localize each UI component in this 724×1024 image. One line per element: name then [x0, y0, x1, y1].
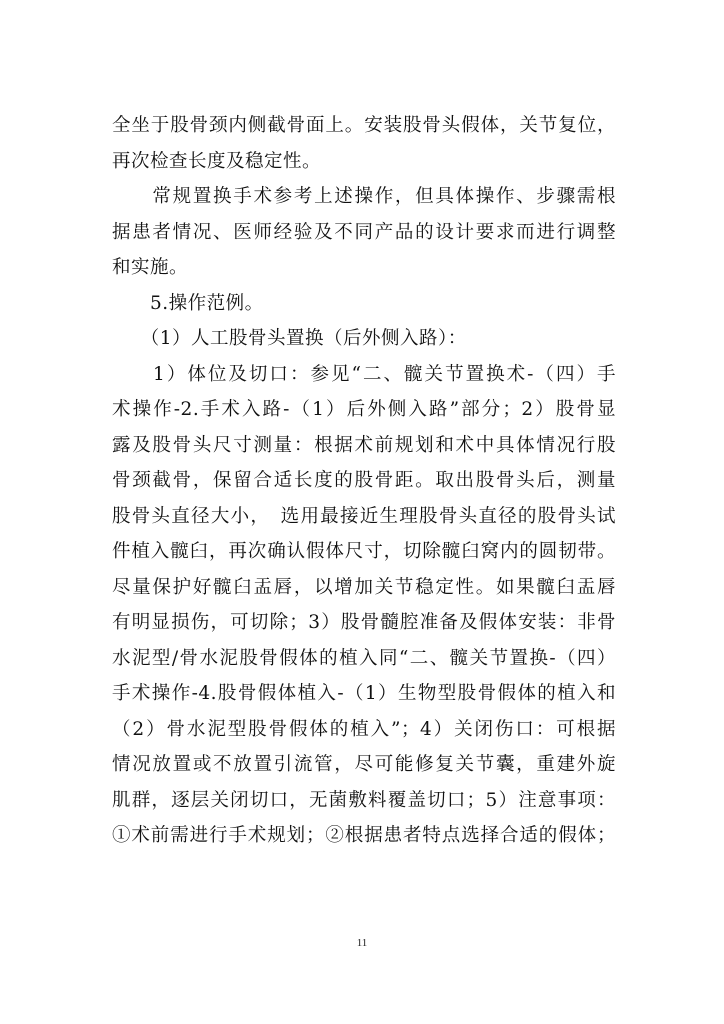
text-line: 情况放置或不放置引流管，尽可能修复关节囊，重建外旋	[112, 754, 616, 775]
text-line: 1）体位及切口：参见“二、髋关节置换术-（四）手	[112, 363, 616, 385]
text-line: 水泥型/骨水泥股骨假体的植入同“二、髋关节置换-（四）	[112, 647, 616, 669]
text-line: 露及股骨头尺寸测量：根据术前规划和术中具体情况行股	[112, 434, 616, 456]
text-line: 骨颈截骨，保留合适长度的股骨距。取出股骨头后，测量	[112, 470, 616, 491]
subsection-heading: （1）人工股骨头置换（后外侧入路）：	[112, 328, 467, 349]
page-number: 11	[356, 937, 368, 949]
text-line: 全坐于股骨颈内侧截骨面上。安装股骨头假体，关节复位，	[112, 115, 616, 136]
text-line: 尽量保护好髋臼盂唇，以增加关节稳定性。如果髋臼盂唇	[112, 576, 616, 598]
text-line: （2）骨水泥型股骨假体的植入”；4）关闭伤口：可根据	[112, 718, 616, 740]
body-text	[112, 108, 616, 854]
text-line: 再次检查长度及稳定性。	[112, 150, 322, 172]
text-line: 股骨头直径大小， 选用最接近生理股骨头直径的股骨头试	[112, 505, 616, 527]
text-line: 件植入髋臼，再次确认假体尺寸，切除髋臼窝内的圆韧带。	[112, 541, 616, 562]
text-line: ①术前需进行手术规划；②根据患者特点选择合适的假体；	[112, 825, 616, 846]
text-line: 术操作-2.手术入路-（1）后外侧入路”部分；2）股骨显	[112, 399, 616, 420]
text-line: 手术操作-4.股骨假体植入-（1）生物型股骨假体的植入和	[112, 683, 616, 704]
text-line: 据患者情况、医师经验及不同产品的设计要求而进行调整	[112, 221, 616, 243]
text-line: 和实施。	[112, 257, 189, 278]
text-line: 常规置换手术参考上述操作，但具体操作、步骤需根	[112, 186, 616, 207]
section-heading: 5.操作范例。	[112, 292, 264, 314]
text-line: 肌群，逐层关闭切口，无菌敷料覆盖切口；5）注意事项：	[112, 789, 616, 811]
text-line: 有明显损伤，可切除；3）股骨髓腔准备及假体安装：非骨	[112, 612, 616, 633]
